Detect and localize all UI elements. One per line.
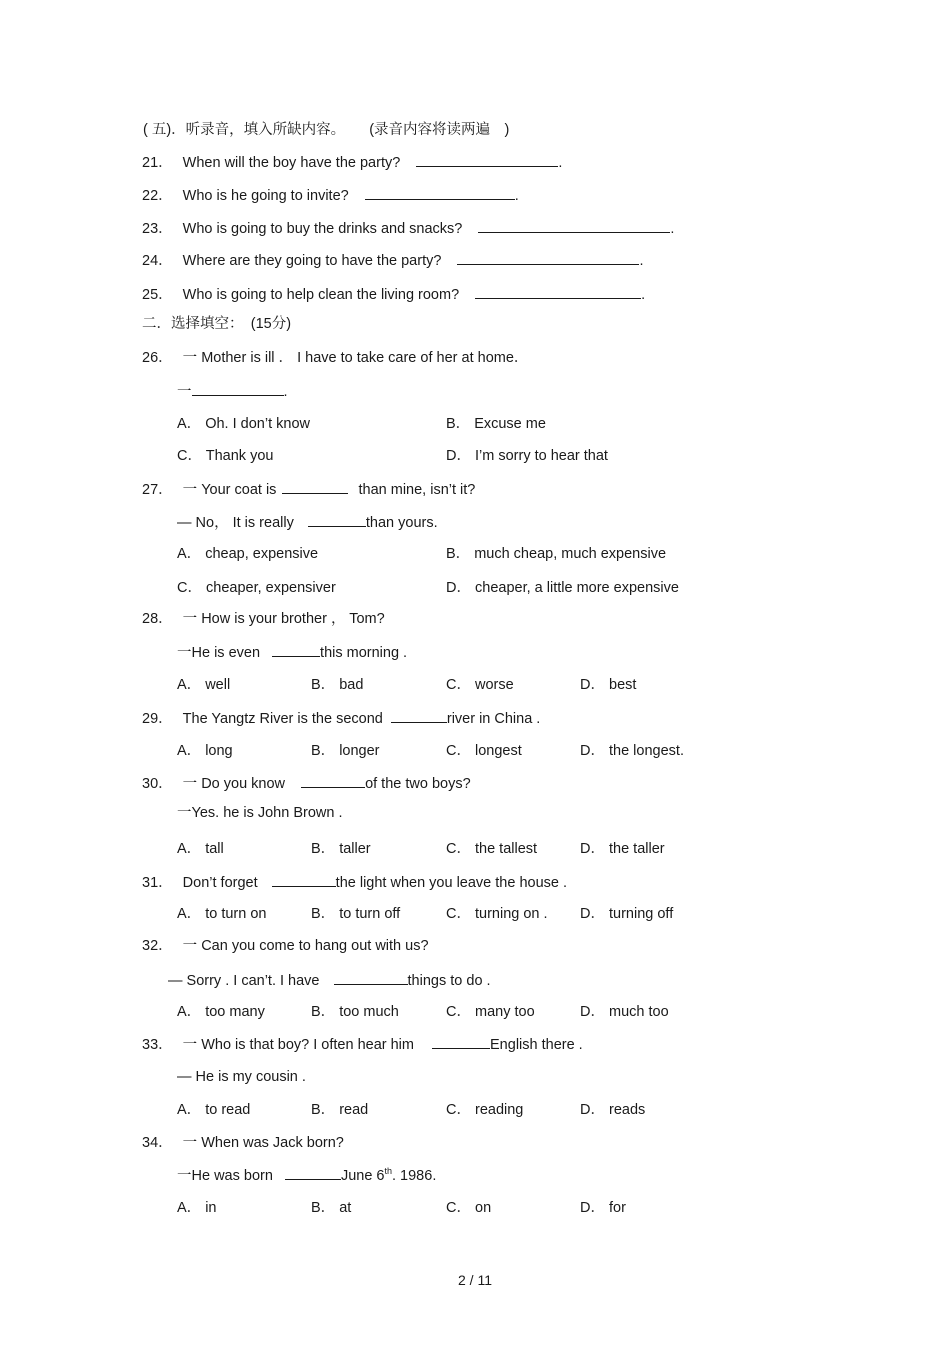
option-b[interactable]: B． taller bbox=[311, 841, 371, 857]
answer-blank[interactable] bbox=[272, 873, 336, 887]
question-26-response: 一 . bbox=[177, 384, 288, 400]
option-a[interactable]: A． too many bbox=[177, 1004, 265, 1020]
option-c[interactable]: C． worse bbox=[446, 677, 514, 693]
option-b[interactable]: B． at bbox=[311, 1200, 352, 1216]
question-31: 31． Don’t forget the light when you leave the house . bbox=[142, 875, 568, 891]
question-21: 21． When will the boy have the party? . bbox=[142, 155, 563, 171]
option-d[interactable]: D． for bbox=[580, 1200, 626, 1216]
option-b[interactable]: B． too much bbox=[311, 1004, 399, 1020]
question-24: 24． Where are they going to have the party? . bbox=[142, 253, 644, 269]
option-a[interactable]: A． in bbox=[177, 1200, 217, 1216]
question-25: 25． Who is going to help clean the living room? . bbox=[142, 287, 646, 303]
question-22: 22． Who is he going to invite? . bbox=[142, 188, 519, 204]
question-30-response: 一Yes. he is John Brown . bbox=[177, 805, 343, 821]
option-c[interactable]: C． cheaper, expensiver bbox=[177, 580, 336, 596]
option-c[interactable]: C． reading bbox=[446, 1102, 524, 1118]
option-b[interactable]: B． longer bbox=[311, 743, 380, 759]
answer-blank[interactable] bbox=[457, 251, 639, 265]
question-29: 29． The Yangtz River is the second river in China . bbox=[142, 711, 541, 727]
question-23: 23． Who is going to buy the drinks and snacks? . bbox=[142, 221, 675, 237]
option-a[interactable]: A． to turn on bbox=[177, 906, 267, 922]
answer-blank[interactable] bbox=[416, 153, 558, 167]
answer-blank[interactable] bbox=[272, 643, 320, 657]
option-b[interactable]: B． Excuse me bbox=[446, 416, 546, 432]
answer-blank[interactable] bbox=[478, 219, 670, 233]
option-a[interactable]: A． long bbox=[177, 743, 233, 759]
question-27-response: — No， It is really than yours. bbox=[177, 515, 438, 531]
option-c[interactable]: C． Thank you bbox=[177, 448, 274, 464]
option-d[interactable]: D． reads bbox=[580, 1102, 646, 1118]
option-b[interactable]: B． read bbox=[311, 1102, 369, 1118]
option-c[interactable]: C． the tallest bbox=[446, 841, 538, 857]
question-28: 28． 一 How is your brother ， Tom? bbox=[142, 611, 385, 627]
question-34-response: 一He was born June 6th. 1986. bbox=[177, 1166, 437, 1184]
answer-blank[interactable] bbox=[308, 513, 366, 527]
question-32-response: — Sorry . I can’t. I have things to do . bbox=[168, 973, 491, 989]
answer-blank[interactable] bbox=[391, 709, 447, 723]
question-28-response: 一He is even this morning . bbox=[177, 645, 408, 661]
question-26: 26． 一 Mother is ill ． I have to take care of her at home． bbox=[142, 350, 529, 366]
option-d[interactable]: D． the taller bbox=[580, 841, 665, 857]
option-a[interactable]: A． tall bbox=[177, 841, 224, 857]
answer-blank[interactable] bbox=[282, 480, 348, 494]
option-c[interactable]: C． turning on . bbox=[446, 906, 548, 922]
section-2-header: 二．选择填空： (15分) bbox=[142, 316, 292, 332]
question-34: 34． 一 When was Jack born? bbox=[142, 1135, 344, 1151]
answer-blank[interactable] bbox=[365, 186, 515, 200]
section-5-header: ( 五)．听录音，填入所缺内容。 (录音内容将读两遍 ) bbox=[143, 122, 510, 138]
option-c[interactable]: C． longest bbox=[446, 743, 522, 759]
question-33: 33． 一 Who is that boy? I often hear him English there . bbox=[142, 1037, 583, 1053]
answer-blank[interactable] bbox=[301, 774, 365, 788]
question-32: 32． 一 Can you come to hang out with us? bbox=[142, 938, 429, 954]
option-b[interactable]: B． bad bbox=[311, 677, 364, 693]
answer-blank[interactable] bbox=[334, 971, 408, 985]
option-c[interactable]: C． on bbox=[446, 1200, 492, 1216]
option-a[interactable]: A． Oh. I don’t know bbox=[177, 416, 310, 432]
answer-blank[interactable] bbox=[192, 382, 284, 396]
option-a[interactable]: A． well bbox=[177, 677, 231, 693]
option-d[interactable]: D． turning off bbox=[580, 906, 674, 922]
question-30: 30． 一 Do you know of the two boys? bbox=[142, 776, 471, 792]
option-b[interactable]: B． much cheap, much expensive bbox=[446, 546, 667, 562]
option-a[interactable]: A． to read bbox=[177, 1102, 251, 1118]
option-c[interactable]: C． many too bbox=[446, 1004, 535, 1020]
page-number: 2 / 11 bbox=[458, 1272, 492, 1288]
option-d[interactable]: D． the longest. bbox=[580, 743, 684, 759]
option-d[interactable]: D． best bbox=[580, 677, 637, 693]
answer-blank[interactable] bbox=[432, 1035, 490, 1049]
option-a[interactable]: A． cheap, expensive bbox=[177, 546, 319, 562]
option-d[interactable]: D． much too bbox=[580, 1004, 669, 1020]
option-b[interactable]: B． to turn off bbox=[311, 906, 401, 922]
question-33-response: — He is my cousin . bbox=[177, 1069, 306, 1085]
option-d[interactable]: D． I’m sorry to hear that bbox=[446, 448, 608, 464]
question-27: 27． 一 Your coat is than mine, isn’t it? bbox=[142, 482, 476, 498]
answer-blank[interactable] bbox=[475, 285, 641, 299]
answer-blank[interactable] bbox=[285, 1166, 341, 1180]
option-d[interactable]: D． cheaper, a little more expensive bbox=[446, 580, 679, 596]
